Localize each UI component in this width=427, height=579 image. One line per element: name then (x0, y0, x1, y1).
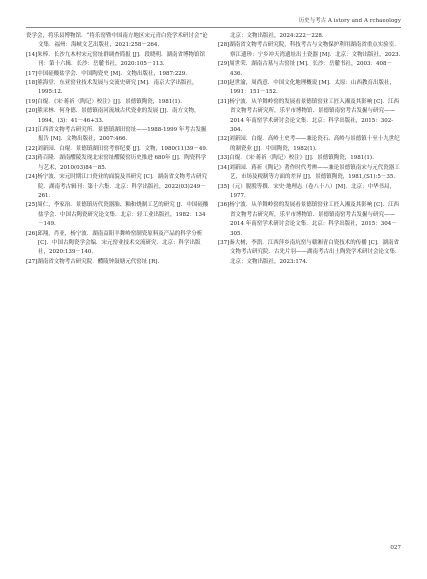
reference-item: [22]刘新园．白焜．景德镇湖田窑考察纪要 [J]．文物，1980(11)39－49. (26, 145, 208, 152)
references-section (26, 32, 401, 267)
page-number: 027 (390, 545, 401, 551)
running-header: 历史与考古 A istory and A rchaeology (298, 18, 401, 24)
reference-item: [21]江西省文物考古研究所．景德镇湖田窑址——1988-1999 年考古发掘报告 [M]．文物出版社，2007:466. (26, 127, 207, 143)
reference-item: [25]周仁，李家治．景德镇历代瓷器胎、釉和烧制工艺的研究 [J．中国硅酸盐学会．中国古陶瓷研究论文集．北京：轻工业出版社，1982：134－149. (26, 202, 209, 228)
reference-item: [30]赵世渝，周尚意．中国文化地理概说 [M]．太原：山西教育出版社，1991：151－152. (218, 80, 395, 96)
reference-item: [19]白焜．《宋·蒋祈〈陶记〉校注》[J]．景德镇陶瓷，1981(1). (26, 98, 182, 105)
reference-item: [37]秦大树，李凯．江西萍乡南坑窑与赣湘青白瓷技术的传播 [C]．湖南省文物考古研究院．古先片羽——湖南考古出土陶瓷学术研讨会论文集．北京：文物出版社，2023:174. (218, 239, 401, 265)
reference-item: [36]杨宁波．从羊舞岭窑的发展看景德镇窑业工匠入湘及其影响 [C]．江西省文物考古研究所，乐平市博物馆．景德镇南窑考古发掘与研究——2014 年南窑学术研讨会论文集．北京：科学出版社，2015：304－305. (218, 202, 400, 237)
reference-item: [20]熊采林．何身德．景德镇南河流域古代瓷业的发展 [J]．南方文物，1994，(3)：41－46+33. (26, 108, 200, 124)
reference-item: [31]杨宁波．从羊舞岭窑的发展看景德镇窑业工匠入湘及其影响 [C]．江西省文物考古研究所，乐平市博物馆．景德镇南窑考古发掘与研究——2014 年南窑学术研讨会论文集．北京：科学出版社，2015：302-304. (218, 98, 400, 134)
left-column (26, 32, 209, 267)
reference-item: [24]杨宁波．宋元时期江口瓷业的面貌及其研究 [C]．湖南省文物考古研究院．湖南考古辑刊：第十六集．北京：科学出版社，2022(03)249－261. (26, 174, 208, 199)
reference-item: [27]湖南省文物考古研究院．醴陵钟鼓塘元代窑址 [R]． (26, 258, 163, 265)
reference-item: [28]湖南省文物考古研究院，科技考古与文物保护利用湖南省重点实验室．察江遗珍：宁乡冲天湾遗址出土瓷器 [M]．北京：文物出版社，2023. (218, 42, 401, 58)
reference-item: [35]（元）脱脱等撰．宋史·地理志（卷八十八）[M]．北京：中华书局，1977. (218, 183, 395, 199)
reference-item: 北京：文物出版社，2024:222－228. (230, 33, 324, 39)
reference-item: [17]中国硅酸盐学会．中国陶瓷史 [M]．文物出版社，1987:229. (26, 70, 188, 77)
header-rule (26, 27, 401, 28)
reference-item: [18]熊海堂．东亚窑业技术发展与交流史研究 [M]．南京大学出版社，1995:12. (26, 80, 198, 96)
reference-item: [34]刘新园．蒋祈《陶记》著作时代考辨——兼论景德镇南宋与元代瓷器工艺、市场及税制等方面的差异 [J]．景德镇陶瓷，1981,(S1):5－35. (218, 164, 400, 181)
reference-item: [23]蒋百隆．湖南醴陵发现北宋窑址醴陵窑历史推进 680年 [J]．陶瓷科学与艺术，2010(03)84－85. (26, 155, 207, 171)
reference-item: [32]刘新园．白焜．高岭土史考——兼论瓷石、高岭与景德镇十至十九世纪的制瓷业 [J]．中国陶瓷，1982(1). (218, 136, 400, 152)
reference-item: [26]邱翔，肖亚，杨宁波．湖南益阳羊舞岭窑制瓷原料及产品的科学分析 [C]．中国古陶瓷学会编．宋元窑业技术交流研究．北京：科学出版社，2020:139－140. (26, 230, 203, 256)
reference-item: [14]朱棒．长沙九木村宋元窑址群调查简报 [J]．段晓明．湖南省博物馆馆刊：第十六辑．长沙：岳麓书社，2020:105－113. (26, 51, 206, 68)
reference-item: [33]白焜．《宋·蒋祈〈陶记〉校注》[J]．景德镇陶瓷，1981(1). (218, 155, 374, 162)
reference-item: [29]周世荣．湖南古墓与古窑址 [M]．长沙：岳麓书社，2003：408－436. (218, 61, 392, 77)
right-column (218, 32, 401, 267)
reference-item: 瓷学会，将乐县博物馆．“将乐窑暨中国南方地区宋元青白瓷学术研讨会”论文集．福州：海峡文艺出版社，2021:258－264. (26, 33, 208, 49)
